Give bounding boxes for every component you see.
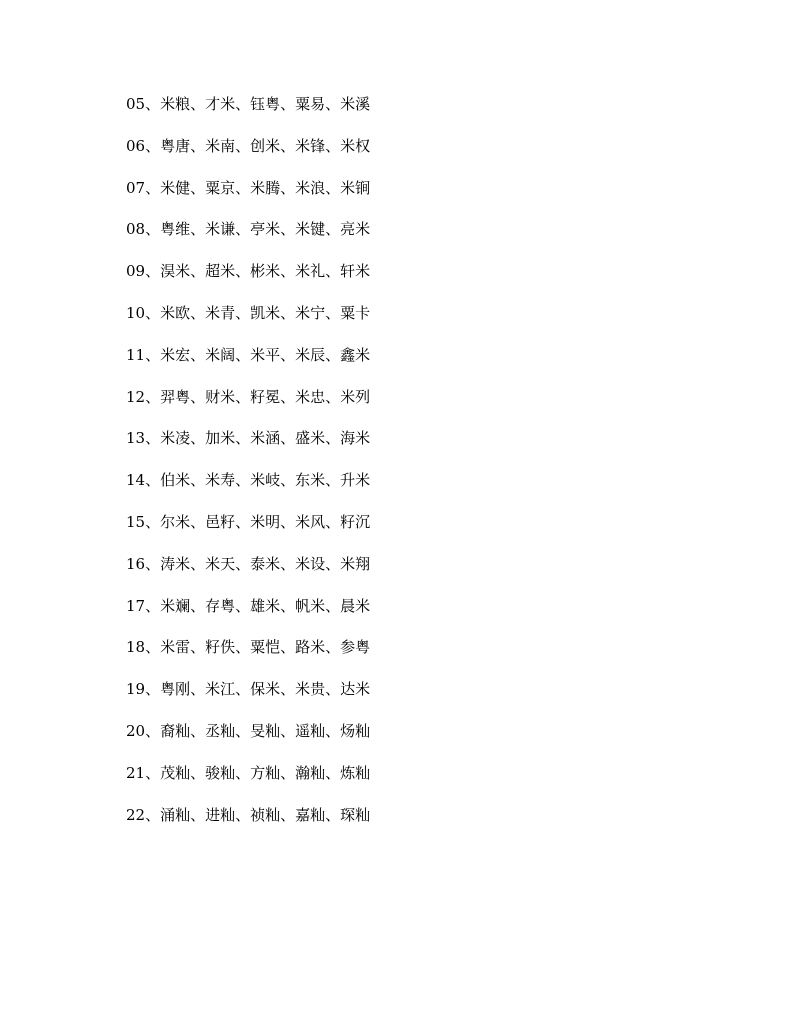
- list-item: 08、粤维、米谦、亭米、米键、亮米: [126, 220, 371, 239]
- list-item: 18、米雷、籽佚、粟恺、路米、参粤: [126, 638, 371, 657]
- list-item: 12、羿粤、财米、籽冕、米忠、米列: [126, 387, 371, 406]
- list-item: 19、粤刚、米江、保米、米贵、达米: [126, 680, 371, 699]
- list-item: 10、米欧、米青、凯米、米宁、粟卡: [126, 303, 371, 322]
- name-list: [126, 92, 370, 844]
- list-item: 14、伯米、米寿、米岐、东米、升米: [126, 471, 371, 490]
- list-item: 20、裔籼、丞籼、旻籼、遥籼、炀籼: [126, 721, 371, 740]
- list-item: 07、米健、粟京、米腾、米浪、米锏: [126, 178, 371, 197]
- list-item: 11、米宏、米阔、米平、米辰、鑫米: [126, 345, 371, 364]
- list-item: 06、粤唐、米南、创米、米锋、米权: [126, 136, 371, 155]
- list-item: 13、米凌、加米、米涵、盛米、海米: [126, 429, 371, 448]
- list-item: 09、淏米、超米、彬米、米礼、轩米: [126, 262, 371, 281]
- list-item: 22、涌籼、进籼、祯籼、嘉籼、琛籼: [126, 805, 371, 824]
- list-item: 17、米斓、存粤、雄米、帆米、晨米: [126, 596, 371, 615]
- list-item: 15、尔米、邑籽、米明、米风、籽沉: [126, 512, 371, 531]
- list-item: 16、涛米、米天、泰米、米设、米翔: [126, 554, 371, 573]
- list-item: 05、米粮、才米、钰粤、粟易、米溪: [126, 95, 371, 113]
- list-item: 21、茂籼、骏籼、方籼、瀚籼、炼籼: [126, 763, 371, 782]
